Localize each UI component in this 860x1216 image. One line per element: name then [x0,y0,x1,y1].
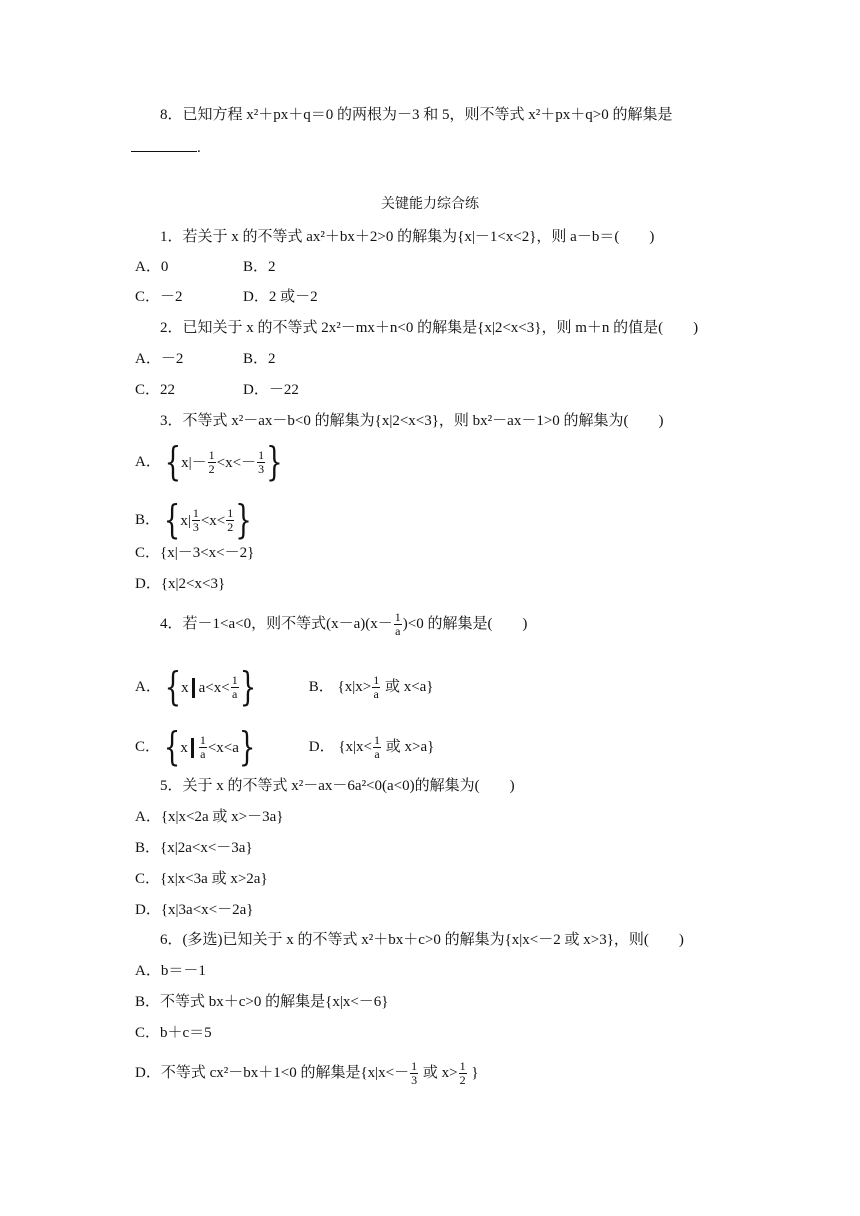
q4-stem-post: )<0 的解集是( ) [402,615,528,632]
q6-option-d[interactable] [135,1060,479,1087]
q5-stem: 5．关于 x 的不等式 x²－ax－6a²<0(a<0)的解集为( ) [160,778,515,794]
numerator: 1 [227,506,234,520]
q6-d-post: } [471,1064,479,1081]
right-brace-icon: } [239,665,257,710]
q4-a-x: x [181,679,189,696]
q1-stem: 1．若关于 x 的不等式 ax²＋bx＋2>0 的解集为{x|－1<x<2}，则 a－b＝( ) [160,229,655,245]
q3-option-a-label: A． [135,453,161,470]
q8-tail: . [197,140,201,156]
q3-option-b-label: B． [135,511,161,528]
denominator: 3 [258,462,265,476]
numerator: 1 [199,733,206,747]
q6-option-a[interactable]: A．b＝－1 [135,963,206,979]
q4-option-a[interactable] [135,665,305,710]
q3-option-a-set [164,440,283,485]
denominator: 2 [208,462,215,476]
q4-options-cd [135,725,435,770]
numerator: 1 [394,610,401,624]
q4-c-mid: <x<a [207,739,239,756]
q4-stem [160,611,527,638]
left-brace-icon: { [163,498,181,543]
q3-option-d[interactable]: D．{x|2<x<3} [135,576,226,592]
q3-stem: 3．不等式 x²－ax－b<0 的解集为{x|2<x<3}，则 bx²－ax－1>0 的解集为( ) [160,413,664,429]
denominator: a [374,747,380,761]
denominator: 3 [411,1073,418,1087]
q1-option-d[interactable]: D．2 或－2 [243,289,318,305]
q4-c-x: x [180,739,188,756]
q2-options-cd [135,380,299,400]
q4-option-d[interactable] [309,734,435,761]
numerator: 1 [411,1059,418,1073]
left-brace-icon: { [164,440,182,485]
q5-option-c[interactable]: C．{x|x<3a 或 x>2a} [135,871,268,887]
numerator: 1 [373,673,380,687]
q4-option-b-label: B． [308,678,334,695]
numerator: 1 [192,506,199,520]
q3-option-c[interactable]: C．{x|－3<x<－2} [135,545,255,561]
q1-option-a[interactable]: A．0 [135,259,169,275]
fraction [394,611,402,638]
answer-blank [131,139,197,152]
fraction [208,449,216,476]
q3-b-pre: x| [180,512,191,529]
q4-option-c-label: C． [135,738,161,755]
denominator: 2 [459,1073,466,1087]
divider-bar [191,738,194,758]
fraction [192,507,200,534]
right-brace-icon: } [266,440,283,485]
q4-option-b[interactable] [309,674,434,701]
q8-line [160,105,672,125]
q4-options-ab [135,665,434,710]
q3-option-b[interactable] [135,498,252,543]
divider-bar [192,678,195,698]
q3-b-mid: <x< [200,512,226,529]
right-brace-icon: } [238,725,256,770]
section-title: 关键能力综合练 [381,196,479,212]
q1-option-b[interactable]: B．2 [243,259,276,275]
fraction [231,674,239,701]
fraction [459,1060,467,1087]
q6-option-c[interactable]: C．b＋c＝5 [135,1025,212,1041]
fraction [372,674,380,701]
fraction [410,1060,418,1087]
q2-stem: 2．已知关于 x 的不等式 2x²－mx＋n<0 的解集是{x|2<x<3}，则 m＋n 的值是( ) [160,320,699,336]
q4-stem-pre: 4．若－1<a<0，则不等式(x－a)(x－ [160,615,393,632]
fraction [373,734,381,761]
q6-option-b[interactable]: B．不等式 bx＋c>0 的解集是{x|x<－6} [135,994,389,1010]
numerator: 1 [374,733,381,747]
q2-option-c[interactable]: C．22 [135,382,176,398]
q2-options-ab [135,349,276,369]
q8-blank-line [131,138,201,158]
left-brace-icon: { [164,665,182,710]
q4-b-pre: {x|x> [337,678,372,695]
fraction [257,449,265,476]
q4-option-c[interactable] [135,725,305,770]
numerator: 1 [231,673,238,687]
q1-options-ab [135,257,276,277]
denominator: 2 [227,520,234,534]
fraction [226,507,234,534]
q6-d-pre: D．不等式 cx²－bx＋1<0 的解集是{x|x<－ [135,1064,410,1081]
q2-option-b[interactable]: B．2 [243,351,276,367]
q4-option-a-label: A． [135,678,161,695]
q5-option-a[interactable]: A．{x|x<2a 或 x>－3a} [135,809,284,825]
denominator: a [395,624,401,638]
q4-d-post: 或 x>a} [385,738,435,755]
q6-d-mid: 或 x> [422,1064,458,1081]
q2-option-d[interactable]: D．－22 [243,382,299,398]
q4-b-post: 或 x<a} [384,678,434,695]
q4-a-mid: a<x< [198,679,230,696]
q4-option-a-set [164,665,257,710]
denominator: a [373,687,379,701]
numerator: 1 [459,1059,466,1073]
q1-options-cd [135,287,318,307]
q3-a-mid: <x<－ [216,454,257,471]
denominator: a [200,747,206,761]
q1-option-c[interactable]: C．－2 [135,289,183,305]
denominator: a [232,687,238,701]
q3-option-a[interactable] [135,440,283,485]
numerator: 1 [258,448,265,462]
right-brace-icon: } [235,498,252,543]
q4-d-pre: {x|x< [338,738,373,755]
q4-option-c-set [163,725,256,770]
q2-option-a[interactable]: A．－2 [135,351,184,367]
q5-option-b[interactable]: B．{x|2a<x<－3a} [135,840,253,856]
q3-option-b-set [163,498,252,543]
fraction [199,734,207,761]
q6-stem: 6．(多选)已知关于 x 的不等式 x²＋bx＋c>0 的解集为{x|x<－2 或 x>3}，则( ) [160,932,684,948]
q3-a-pre: x|－ [181,454,207,471]
numerator: 1 [208,448,215,462]
left-brace-icon: { [163,725,181,770]
denominator: 3 [192,520,199,534]
q8-text: 8．已知方程 x²＋px＋q＝0 的两根为－3 和 5，则不等式 x²＋px＋q>0 的解集是 [160,107,673,123]
q5-option-d[interactable]: D．{x|3a<x<－2a} [135,902,254,918]
q4-option-d-label: D． [308,738,335,755]
